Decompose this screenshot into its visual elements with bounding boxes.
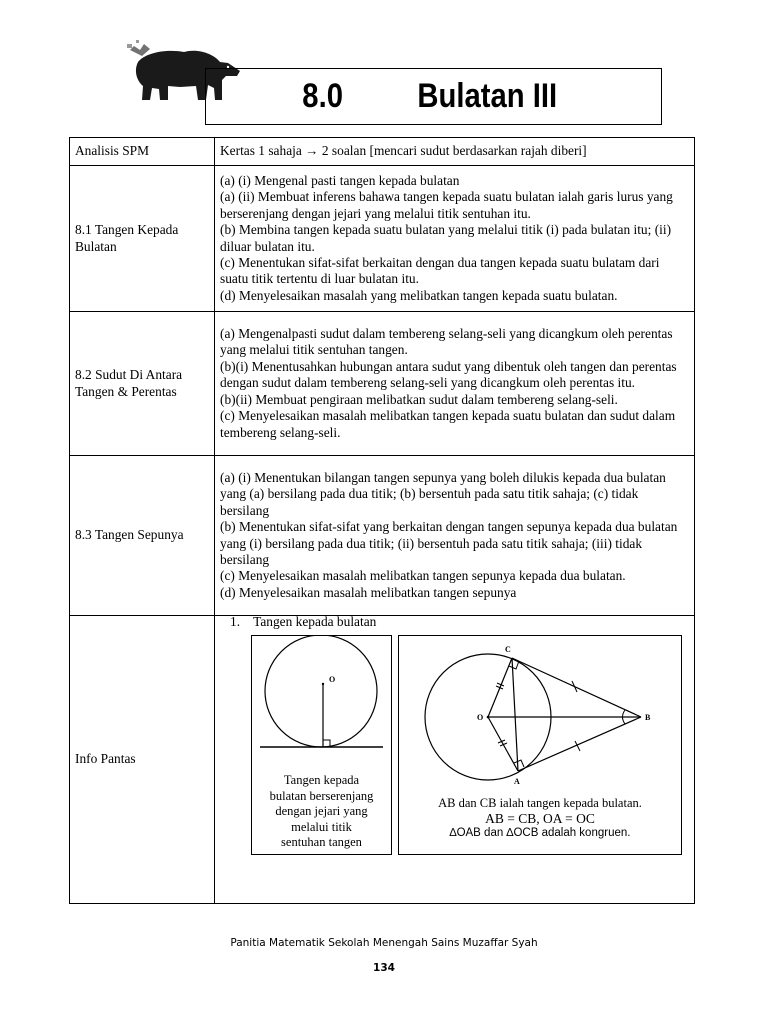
row-line: (c) Menyelesaikan masalah melibatkan tangen kepada suatu bulatan dan sudut dalam tembereng selang-seli. xyxy=(220,408,676,440)
two-tangents-diagram xyxy=(399,636,681,786)
row-line: Kertas 1 sahaja → 2 soalan [mencari sudut berdasarkan rajah diberi] xyxy=(220,143,587,159)
row-label: Analisis SPM xyxy=(70,138,215,166)
page-number: 134 xyxy=(373,962,395,974)
caption-line: Tangen kepada xyxy=(283,773,360,787)
row-line: (a) (i) Menentukan bilangan tangen sepunya yang boleh dilukis kepada dua bulatan yang (a) bersilang pada dua titik; (b) bersentuh pada satu titik sahaja; (c) tidak bersilang xyxy=(220,469,666,518)
point-b-label: B xyxy=(645,713,651,722)
row-content xyxy=(215,138,695,166)
point-a-label: A xyxy=(514,777,520,786)
point-o-label: O xyxy=(329,675,336,684)
row-line: (b) Membina tangen kepada suatu bulatan yang melalui titik (i) pada bulatan itu; (ii) diluar bulatan itu. xyxy=(220,222,672,254)
tangent-perpendicular-diagram xyxy=(252,636,391,766)
caption-line: AB = CB, OA = OC xyxy=(485,811,595,826)
row-content xyxy=(215,456,695,616)
footer-school: Panitia Matematik Sekolah Menengah Sains Muzaffar Syah xyxy=(230,937,538,949)
table-row xyxy=(70,312,695,456)
point-c-label: C xyxy=(505,645,511,654)
row-line: (a) Mengenalpasti sudut dalam tembereng selang-seli yang dicangkum oleh perentas yang melalui titik sentuhan tangen. xyxy=(220,326,673,358)
point-o-label: O xyxy=(477,713,484,722)
row-line: (c) Menentukan sifat-sifat berkaitan dengan dua tangen kepada suatu bulatam dari suatu titik tertentu di luar bulatan itu. xyxy=(220,254,660,287)
caption-line: AB dan CB ialah tangen kepada bulatan. xyxy=(438,796,642,810)
caption-line: dengan jejari yang xyxy=(275,804,368,818)
caption-line: sentuhan tangen xyxy=(281,835,362,849)
info-content xyxy=(215,616,695,904)
row-line: (b) Menentukan sifat-sifat yang berkaitan dengan tangen sepunya kepada dua bulatan yang (i) bersilang pada dua titik; (ii) bersentuh pada satu titik sahaja; (iii) tidak bersilang xyxy=(220,519,678,567)
row-line: (a) (ii) Membuat inferens bahawa tangen kepada suatu bulatan ialah garis lurus yang berserenjang dengan jejari yang melalui titik sentuhan itu. xyxy=(220,189,673,221)
row-line: (d) Menyelesaikan masalah melibatkan tangen sepunya xyxy=(220,584,517,600)
table-row xyxy=(70,166,695,312)
diagram1-caption xyxy=(252,773,391,851)
diagram2-caption xyxy=(399,796,681,841)
chapter-title: Bulatan III xyxy=(417,77,557,115)
row-label: 8.2 Sudut Di Antara Tangen & Perentas xyxy=(70,312,215,456)
row-line: (c) Menyelesaikan masalah melibatkan tangen sepunya kepada dua bulatan. xyxy=(220,568,626,584)
row-label: 8.1 Tangen Kepada Bulatan xyxy=(70,166,215,312)
two-tangents-diagram-box xyxy=(398,635,682,855)
chapter-title-box xyxy=(205,68,662,125)
row-label: Info Pantas xyxy=(70,616,215,904)
info-item-number: 1. xyxy=(230,614,241,629)
row-label: 8.3 Tangen Sepunya xyxy=(70,456,215,616)
table-row xyxy=(70,138,695,166)
table-row xyxy=(70,616,695,904)
tangent-diagram-box xyxy=(251,635,392,855)
syllabus-table xyxy=(69,137,695,904)
caption-line: bulatan berserenjang xyxy=(269,788,374,803)
row-line: (d) Menyelesaikan masalah yang melibatkan tangen kepada suatu bulatan. xyxy=(220,287,618,303)
row-content xyxy=(215,166,695,312)
row-content xyxy=(215,312,695,456)
caption-line: melalui titik xyxy=(291,819,352,834)
row-line: (a) (i) Mengenal pasti tangen kepada bulatan xyxy=(220,172,460,188)
info-item-title xyxy=(230,614,376,630)
table-row xyxy=(70,456,695,616)
row-line: (b)(ii) Membuat pengiraan melibatkan sudut dalam tembereng selang-seli. xyxy=(220,391,618,407)
info-item-text: Tangen kepada bulatan xyxy=(253,614,377,629)
row-line: (b)(i) Menentusahkan hubungan antara sudut yang dibentuk oleh tangen dan perentas dengan sudut dalam tembereng selang-seli yang dicangkum oleh perentas itu. xyxy=(220,358,677,391)
caption-line: ∆OAB dan ∆OCB adalah kongruen. xyxy=(449,827,631,839)
chapter-number: 8.0 xyxy=(301,77,343,115)
